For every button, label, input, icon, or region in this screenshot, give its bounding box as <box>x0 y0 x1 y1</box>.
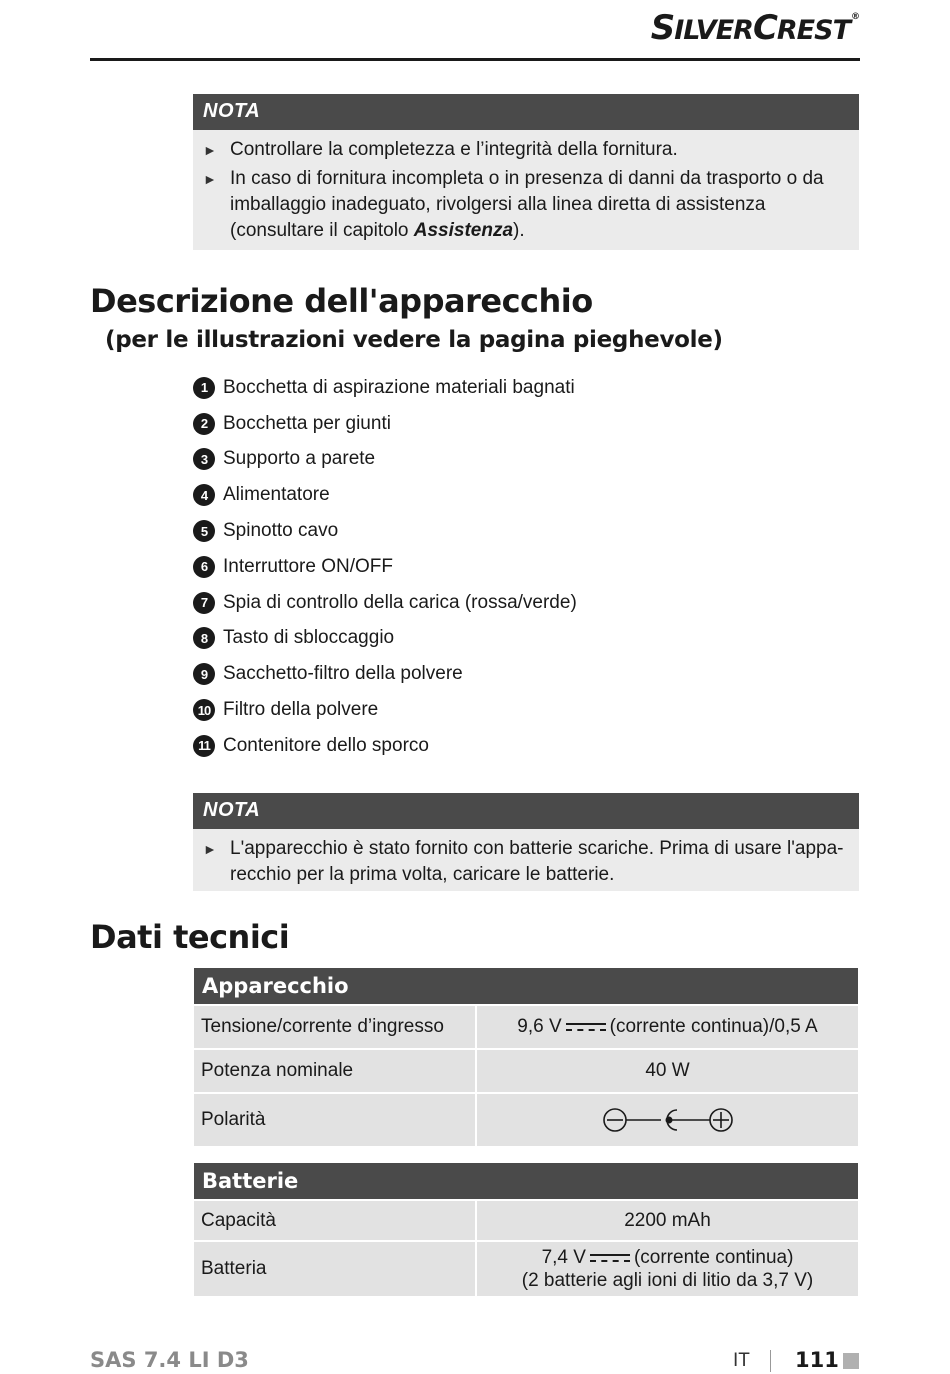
battery-spec-table <box>194 1163 858 1298</box>
polarity-icon <box>603 1105 733 1135</box>
device-spec-table <box>194 968 858 1148</box>
arrow-icon: ► <box>203 841 217 857</box>
brand-logo: SILVERCREST® <box>650 8 859 48</box>
section-title-description: Descrizione dell'apparecchio <box>90 282 593 320</box>
part-item: 10 Filtro della polvere <box>193 692 577 728</box>
note-item: ► Controllare la completezza e l’integrità della fornitura. <box>203 137 849 163</box>
table-row <box>194 1050 858 1094</box>
number-badge: 9 <box>193 663 215 685</box>
footer-model: SAS 7.4 LI D3 <box>90 1348 249 1372</box>
page-number: 111 <box>795 1348 839 1372</box>
part-item: 6 Interruttore ON/OFF <box>193 549 577 585</box>
note-list <box>193 829 859 894</box>
row-value <box>475 1094 858 1148</box>
part-item: 4 Alimentatore <box>193 477 577 513</box>
part-item: 8 Tasto di sbloccaggio <box>193 621 577 657</box>
arrow-icon: ► <box>203 142 217 158</box>
table-row <box>194 1006 858 1050</box>
row-label: Tensione/corrente d’ingresso <box>194 1006 475 1050</box>
footer-square-icon <box>843 1353 859 1369</box>
number-badge: 10 <box>193 699 215 721</box>
note-title: NOTA <box>193 793 859 829</box>
row-label: Batteria <box>194 1242 475 1298</box>
row-label: Potenza nominale <box>194 1050 475 1094</box>
table-row <box>194 1201 858 1242</box>
part-item: 5 Spinotto cavo <box>193 513 577 549</box>
part-item: 9 Sacchetto-filtro della polvere <box>193 656 577 692</box>
footer-separator <box>770 1350 771 1372</box>
part-item: 11 Contenitore dello sporco <box>193 728 577 764</box>
row-value: 9,6 V (corrente continua)/0,5 A <box>475 1006 858 1050</box>
row-value: 40 W <box>475 1050 858 1094</box>
number-badge: 7 <box>193 592 215 614</box>
arrow-icon: ► <box>203 171 217 187</box>
part-item: 3 Supporto a parete <box>193 442 577 478</box>
part-item: 7 Spia di controllo della carica (rossa/verde) <box>193 585 577 621</box>
number-badge: 6 <box>193 556 215 578</box>
parts-list <box>193 370 577 764</box>
header-rule <box>90 58 860 61</box>
note-title: NOTA <box>193 94 859 130</box>
footer-language: IT <box>733 1350 750 1371</box>
direct-current-icon <box>566 1022 606 1032</box>
row-value: 7,4 V (corrente continua) (2 batterie agli ioni di litio da 3,7 V) <box>475 1242 858 1298</box>
table-row <box>194 1242 858 1298</box>
number-badge: 1 <box>193 377 215 399</box>
row-label: Capacità <box>194 1201 475 1242</box>
number-badge: 5 <box>193 520 215 542</box>
row-label: Polarità <box>194 1094 475 1148</box>
table-header: Batterie <box>194 1163 858 1201</box>
number-badge: 3 <box>193 448 215 470</box>
note-list <box>193 130 859 250</box>
assistance-reference: Assistenza <box>413 220 514 241</box>
direct-current-icon <box>590 1253 630 1263</box>
number-badge: 11 <box>193 735 215 757</box>
part-item: 2 Bocchetta per giunti <box>193 406 577 442</box>
note-item: ► L'apparecchio è stato fornito con batterie scariche. Prima di usare l'appa-recchio per la prima volta, caricare le batterie. <box>203 838 844 885</box>
number-badge: 8 <box>193 627 215 649</box>
row-value: 2200 mAh <box>475 1201 858 1242</box>
number-badge: 2 <box>193 413 215 435</box>
section-title-tech: Dati tecnici <box>90 918 290 956</box>
table-header: Apparecchio <box>194 968 858 1006</box>
section-subtitle: (per le illustrazioni vedere la pagina pieghevole) <box>105 327 723 353</box>
table-row <box>194 1094 858 1148</box>
part-item: 1 Bocchetta di aspirazione materiali bagnati <box>193 370 577 406</box>
number-badge: 4 <box>193 484 215 506</box>
note-item: ► In caso di fornitura incompleta o in presenza di danni da trasporto o da imballaggio inadeguato, rivolgersi alla linea diretta di assistenza (consultare il capitolo Assistenza). <box>203 168 824 241</box>
note-box-completeness <box>193 94 859 250</box>
note-box-batteries <box>193 793 859 891</box>
